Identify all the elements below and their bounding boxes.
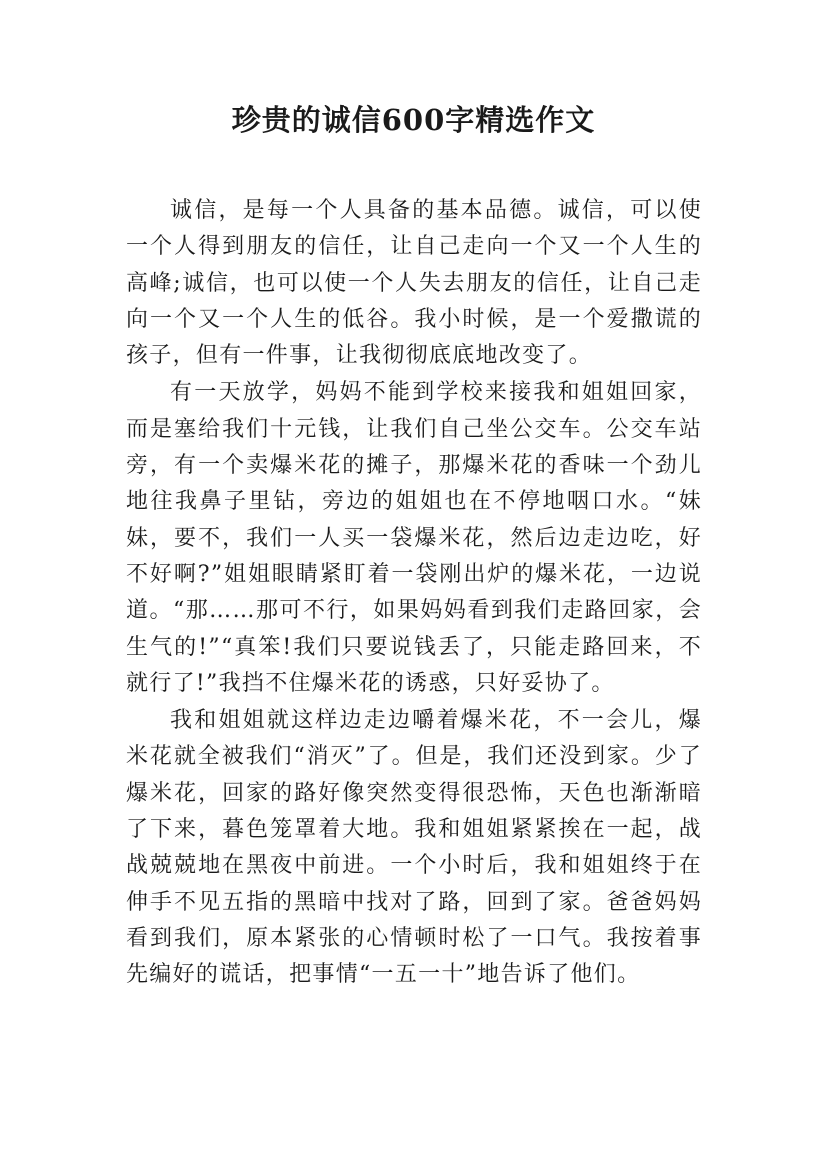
document-body: [126, 193, 702, 995]
paragraph: 我和姐姐就这样边走边嚼着爆米花，不一会儿，爆米花就全被我们“消灭”了。但是，我们还没到家。少了爆米花，回家的路好像突然变得很恐怖，天色也渐渐暗了下来，暮色笼罩着大地。我和姐姐紧紧挨在一起，战战兢兢地在黑夜中前进。一个小时后，我和姐姐终于在伸手不见五指的黑暗中找对了路，回到了家。爸爸妈妈看到我们，原本紧张的心情顿时松了一口气。我按着事先编好的谎话，把事情“一五一十”地告诉了他们。: [126, 708, 702, 988]
document-title: 珍贵的诚信600字精选作文: [231, 103, 596, 137]
paragraph: 有一天放学，妈妈不能到学校来接我和姐姐回家，而是塞给我们十元钱，让我们自己坐公交车。公交车站旁，有一个卖爆米花的摊子，那爆米花的香味一个劲儿地往我鼻子里钻，旁边的姐姐也在不停地咽口水。“妹妹，要不，我们一人买一袋爆米花，然后边走边吃，好不好啊?”姐姐眼睛紧盯着一袋刚出炉的爆米花，一边说道。“那……那可不行，如果妈妈看到我们走路回家，会生气的!”“真笨!我们只要说钱丢了，只能走路回来，不就行了!”我挡不住爆米花的诱惑，只好妥协了。: [126, 380, 702, 696]
paragraph: 诚信，是每一个人具备的基本品德。诚信，可以使一个人得到朋友的信任，让自己走向一个又一个人生的高峰;诚信，也可以使一个人失去朋友的信任，让自己走向一个又一个人生的低谷。我小时候，是一个爱撒谎的孩子，但有一件事，让我彻彻底底地改变了。: [126, 198, 702, 369]
